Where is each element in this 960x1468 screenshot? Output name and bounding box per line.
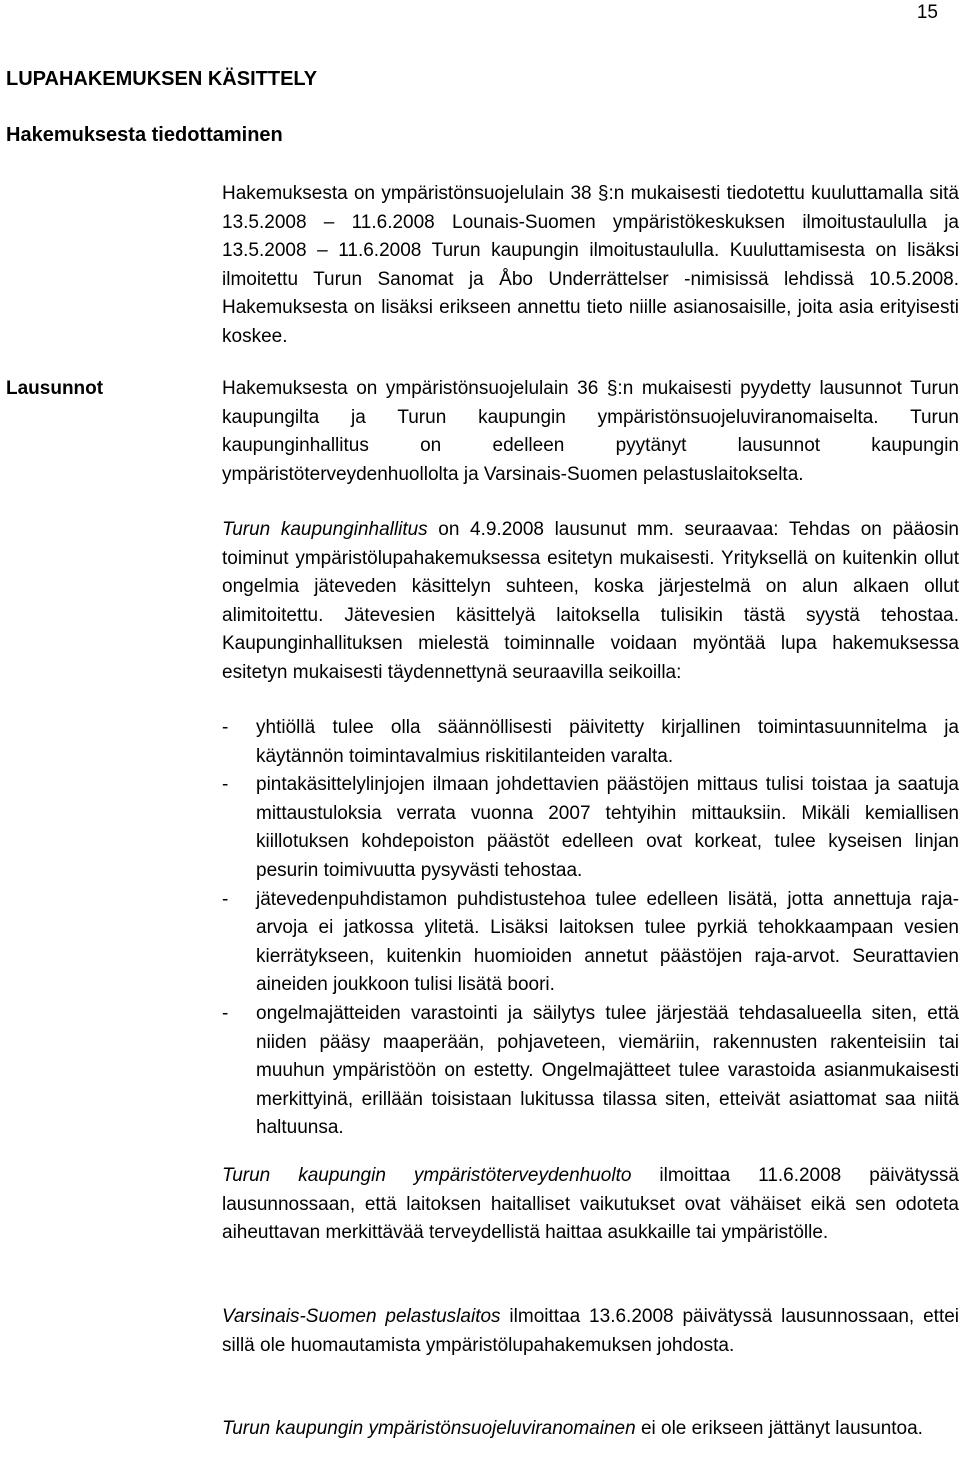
tiedottaminen-paragraph: Hakemuksesta on ympäristönsuojelulain 38 §:n mukaisesti tiedotettu kuuluttamalla sitä 13.5.2008 – 11.6.2008 Lounais-Suomen ympäristökeskuksen ilmoitustaululla ja 13.5.2008 – 11.6.2008 Turun kaupungin ilmoitustaululla. Kuuluttamisesta on lisäksi ilmoitettu Turun Sanomat ja Åbo Underrättelser -nimisissä lehdissä 10.5.2008. Hakemuksesta on lisäksi erikseen annettu tieto niille asianosaisille, joita asia erityisesti koskee. (222, 183, 959, 347)
list-item (222, 771, 959, 885)
statement-author: Turun kaupunginhallitus (222, 519, 428, 540)
list-item-text: ongelmajätteiden varastointi ja säilytys tulee järjestää tehdasalueella siten, että niiden pääsy maaperään, pohjaveteen, viemäriin, rakennusten rakenteisiin tai muuhun ympäristöön on estetty. Ongelmajätteet tulee varastoida asianmukaisesti merkittyinä, erillään toisistaan lukitussa tilassa siten, etteivät asiattomat saa niitä haltuunsa. (256, 1002, 959, 1139)
list-item-text: pintakäsittelylinjojen ilmaan johdettavien päästöjen mittaus tulisi toistaa ja saatuja mittaustuloksia verrata vuonna 2007 tehtyihin mittauksiin. Mikäli kemiallisen kiillotuksen kohdepoiston päästöt edelleen ovat korkeat, tulee kyseisen linjan pesurin toimivuutta pysyvästi tehostaa. (256, 774, 959, 881)
conditions-list (222, 714, 959, 1143)
list-item (222, 1000, 959, 1143)
list-dash: - (222, 774, 229, 796)
pelastuslaitos-statement (222, 1303, 959, 1360)
statement-text: ilmoittaa 13.6.2008 päivätyssä lausunnossaan, ettei sillä ole huomautamista ympäristölupahakemuksen johdosta. (222, 1306, 960, 1356)
list-item (222, 714, 959, 771)
lausunnot-label: Lausunnot (6, 378, 104, 399)
statement-author: Varsinais-Suomen pelastuslaitos (222, 1306, 501, 1327)
statement-author: Turun kaupungin ympäristönsuojeluviranomainen (222, 1418, 636, 1439)
list-item-text: yhtiöllä tulee olla säännöllisesti päivitetty kirjallinen toimintasuunnitelma ja käytännön toimintavalmius riskitilanteiden varalta. (256, 717, 959, 767)
list-item (222, 886, 959, 1000)
statement-author: Turun kaupungin ympäristöterveydenhuolto (222, 1165, 632, 1186)
list-dash: - (222, 1002, 229, 1024)
section-heading: LUPAHAKEMUKSEN KÄSITTELY (6, 68, 318, 90)
list-dash: - (222, 717, 229, 738)
statement-text: ei ole erikseen jättänyt lausuntoa. (635, 1418, 923, 1439)
list-dash: - (222, 888, 229, 910)
kaupunginhallitus-statement (222, 516, 959, 688)
terveydenhuolto-statement (222, 1162, 959, 1248)
statement-text: ilmoittaa 11.6.2008 päivätyssä lausunnossaan, että laitoksen haitalliset vaikutukset ovat vähäiset eikä sen odoteta aiheuttavan merkittävää terveydellistä haittaa asukkaille tai ympäristölle. (222, 1165, 959, 1244)
page-number: 15 (916, 2, 938, 23)
ymparistonsuojelu-statement (222, 1415, 959, 1444)
list-item-text: jätevedenpuhdistamon puhdistustehoa tulee edelleen lisätä, jotta annettuja raja-arvoja ei jatkossa ylitetä. Lisäksi laitoksen tulee pyrkiä tehokkaampaan vesien kierrätykseen, kuitenkin huomioiden annetut päästöjen raja-arvot. Seurattavien aineiden joukkoon tulisi lisätä boori. (256, 888, 959, 996)
lausunnot-intro-paragraph: Hakemuksesta on ympäristönsuojelulain 36 §:n mukaisesti pyydetty lausunnot Turun kaupungilta ja Turun kaupungin ympäristönsuojeluviranomaiselta. Turun kaupunginhallitus on edelleen pyytänyt lausunnot kaupungin ympäristöterveydenhuollolta ja Varsinais-Suomen pelastuslaitokselta. (222, 378, 959, 485)
statement-text: on 4.9.2008 lausunut mm. seuraavaa: Tehdas on pääosin toiminut ympäristölupahakemuksessa esitetyn mukaisesti. Yrityksellä on kuitenkin ollut ongelmia jäteveden käsittelyn suhteen, koska järjestelmä on alun alkaen ollut alimitoitettu. Jätevesien käsittelyä laitoksella tulisikin tästä syystä tehostaa. Kaupunginhallituksen mielestä toiminnalle voidaan myöntää lupa hakemuksessa esitetyn mukaisesti täydennettynä seuraavilla seikoilla: (222, 519, 959, 683)
subsection-heading: Hakemuksesta tiedottaminen (6, 124, 283, 146)
